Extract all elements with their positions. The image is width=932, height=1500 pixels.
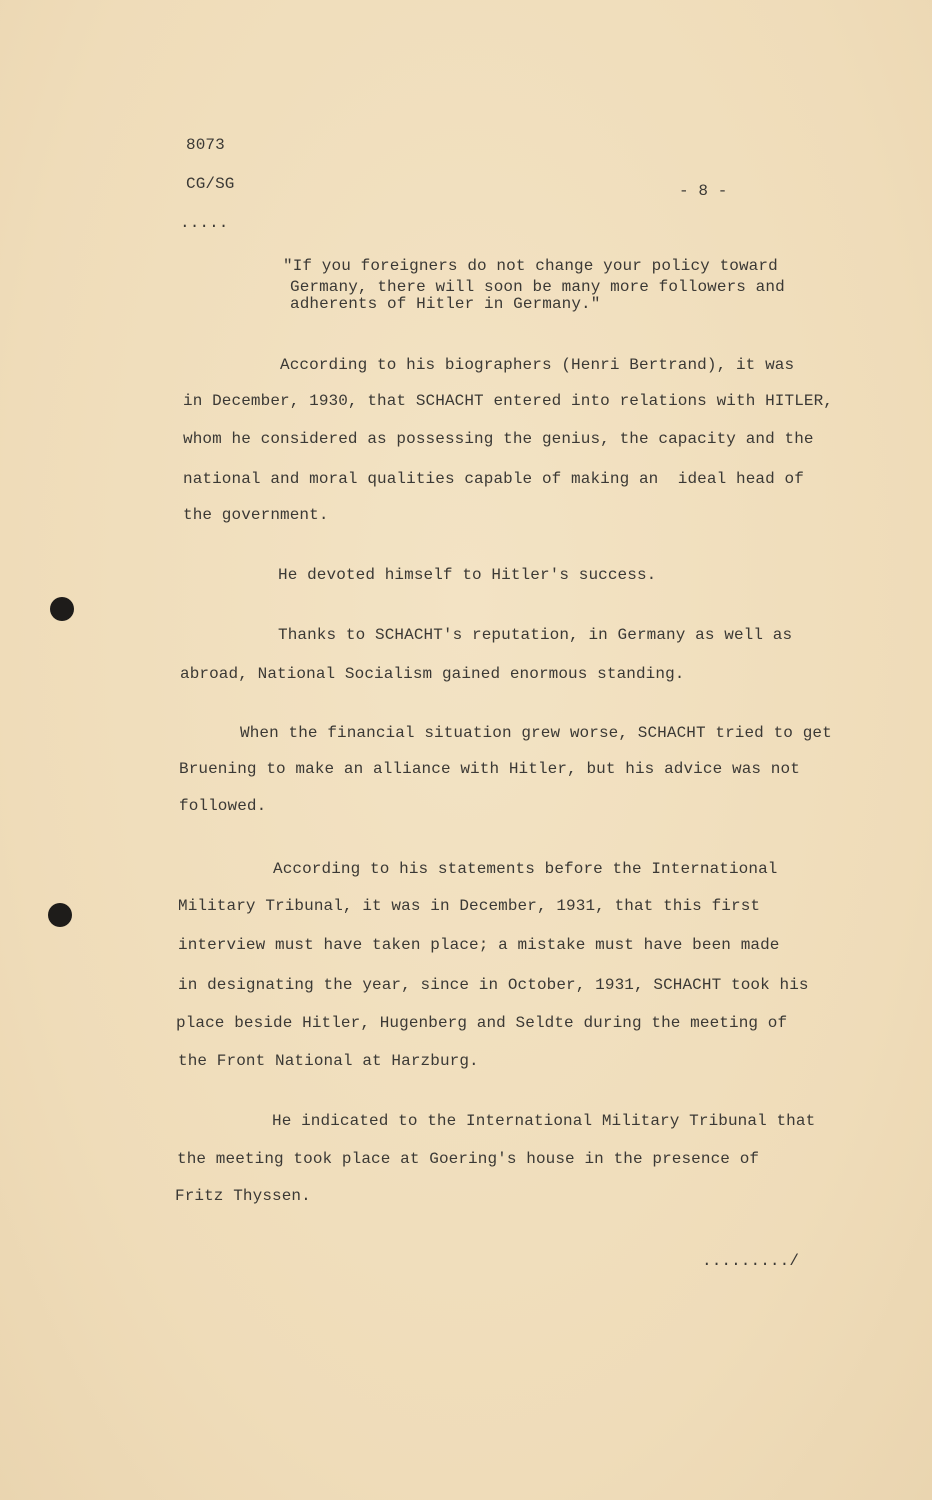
quote-line: adherents of Hitler in Germany." (290, 295, 601, 313)
paragraph-1-line: national and moral qualities capable of making an ideal head of (183, 470, 804, 488)
quote-line: "If you foreigners do not change your policy toward (283, 257, 778, 275)
punch-hole (50, 597, 74, 621)
paragraph-1-line: whom he considered as possessing the genius, the capacity and the (183, 430, 814, 448)
paragraph-1-line: in December, 1930, that SCHACHT entered into relations with HITLER, (183, 392, 834, 410)
continuation-mark-bottom: ........./ (702, 1252, 800, 1270)
paragraph-6-line: the meeting took place at Goering's house in the presence of (177, 1150, 760, 1168)
paragraph-1-line: According to his biographers (Henri Bertrand), it was (280, 356, 795, 374)
continuation-mark-top: ..... (180, 214, 229, 232)
paragraph-1-line: the government. (183, 506, 329, 524)
paragraph-6-line: He indicated to the International Military Tribunal that (272, 1112, 816, 1130)
typist-initials: CG/SG (186, 175, 235, 193)
paragraph-6-line: Fritz Thyssen. (175, 1187, 311, 1205)
quote-line: Germany, there will soon be many more followers and (290, 278, 785, 296)
document-number: 8073 (186, 136, 225, 154)
paragraph-3-line: Thanks to SCHACHT's reputation, in Germany as well as (278, 626, 793, 644)
paragraph-4-line: Bruening to make an alliance with Hitler, but his advice was not (179, 760, 800, 778)
page-number: - 8 - (679, 182, 728, 200)
paragraph-4-line: When the financial situation grew worse, SCHACHT tried to get (240, 724, 832, 742)
paragraph-2-line: He devoted himself to Hitler's success. (278, 566, 657, 584)
paragraph-5-line: place beside Hitler, Hugenberg and Seldte during the meeting of (176, 1014, 788, 1032)
paragraph-4-line: followed. (179, 797, 267, 815)
punch-hole (48, 903, 72, 927)
paragraph-5-line: According to his statements before the International (273, 860, 778, 878)
paragraph-5-line: interview must have taken place; a mistake must have been made (178, 936, 780, 954)
paragraph-5-line: Military Tribunal, it was in December, 1931, that this first (178, 897, 761, 915)
paragraph-3-line: abroad, National Socialism gained enormous standing. (180, 665, 685, 683)
paragraph-5-line: in designating the year, since in October, 1931, SCHACHT took his (178, 976, 809, 994)
paragraph-5-line: the Front National at Harzburg. (178, 1052, 479, 1070)
